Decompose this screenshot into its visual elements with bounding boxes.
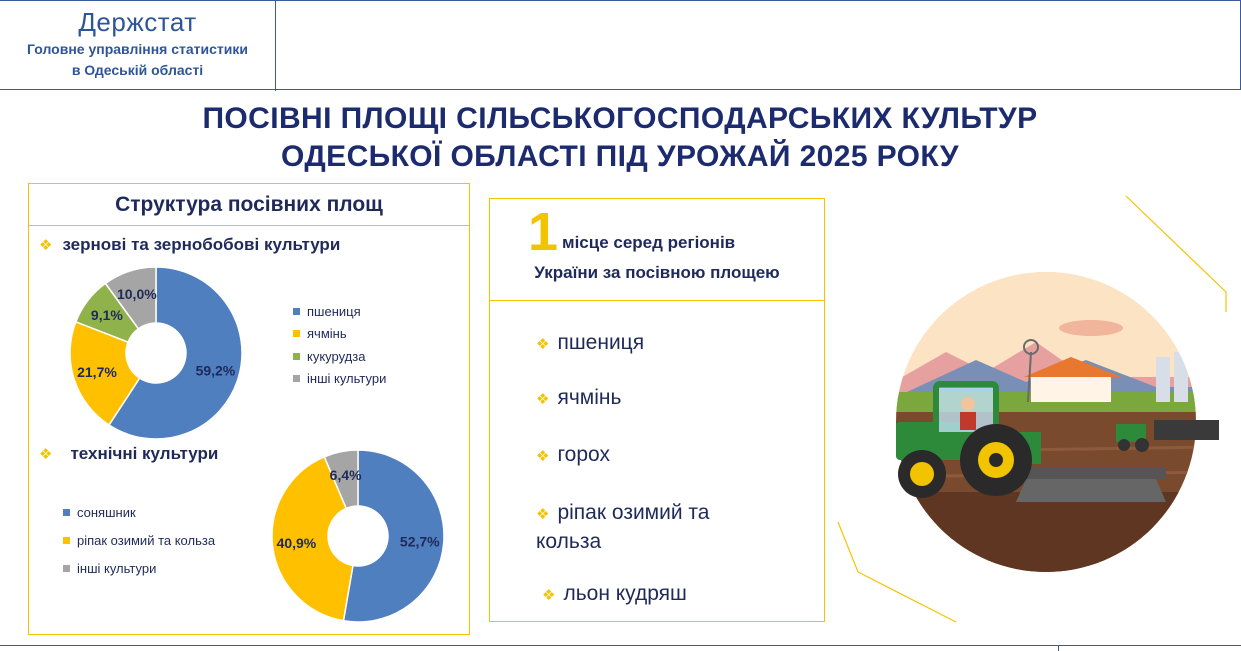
list-item [536,499,756,555]
legend-label: ячмінь [307,326,347,342]
title-line-2: ОДЕСЬКОЇ ОБЛАСТІ ПІД УРОЖАЙ 2025 РОКУ [281,140,959,173]
rank-text-line-2: України за посівною площею [534,263,780,282]
grain-donut-chart [61,258,251,448]
legend-swatch [293,375,300,382]
legend-item-0-0 [293,300,386,323]
legend-swatch [63,537,70,544]
legend-label: пшениця [307,303,361,319]
legend-label: соняшник [77,504,136,520]
legend-label: ріпак озимий та кольза [77,532,216,548]
list-item [536,329,644,358]
donut-data-label-0-0: 59,2% [195,362,236,379]
crop-label: ячмінь [557,386,622,409]
donut-data-label-1-2: 6,4% [329,467,362,484]
diamond-bullet-icon: ❖ [536,336,550,353]
legend-item-0-2 [293,345,386,368]
donut-data-label-0-1: 21,7% [77,363,117,380]
diamond-bullet-icon: ❖ [536,506,550,523]
list-item [542,580,687,609]
title-line-1: ПОСІВНІ ПЛОЩІ СІЛЬСЬКОГОСПОДАРСЬКИХ КУЛЬТУР [202,102,1038,135]
donut-data-label-0-3: 10,0% [116,286,157,303]
structure-panel [28,183,470,635]
crop-label: горох [557,443,610,466]
legend-item-0-3 [293,368,386,391]
rank-box [490,199,824,301]
legend-swatch [63,565,70,572]
subagency-line-2: в Одеській області [71,62,204,78]
legend-item-0-1 [293,323,386,346]
crop-label: льон кудряш [563,582,687,605]
diamond-bullet-icon: ❖ [39,237,53,254]
legend-swatch [293,330,300,337]
donut-data-label-1-0: 52,7% [399,533,440,550]
header-bar [0,0,1241,90]
legend-label: інші культури [307,371,387,387]
legend-swatch [63,509,70,516]
list-item [536,441,610,470]
page-title [100,100,1140,176]
crop-label: пшениця [557,331,645,354]
legend-swatch [293,308,300,315]
donut-data-label-0-2: 9,1% [90,307,123,324]
legend-item-1-0 [63,498,215,526]
agency-block [0,1,276,91]
diamond-bullet-icon: ❖ [536,391,550,408]
donut-data-label-1-1: 40,9% [276,535,317,552]
legend-item-1-1 [63,526,215,554]
rank-text-line-1: місце серед регіонів [562,233,736,252]
technical-heading-label: технічні культури [70,444,219,463]
crop-label: ріпак озимий та кольза [536,501,710,553]
structure-title: Структура посівних площ [29,184,469,226]
footer-tick [1058,645,1059,651]
diamond-bullet-icon: ❖ [536,448,550,465]
grain-heading [39,235,340,255]
footer-line [0,645,1241,646]
grain-heading-label: зернові та зернобобові культури [62,235,341,254]
diamond-bullet-icon: ❖ [542,587,556,604]
legend-swatch [293,353,300,360]
rank-panel [489,198,825,622]
legend-item-1-2 [63,554,215,582]
farm-tractor-illustration [836,192,1236,642]
diamond-bullet-icon: ❖ [39,446,53,463]
list-item [536,384,621,413]
legend-label: інші культури [77,560,157,576]
legend-label: кукурудза [307,348,366,364]
technical-heading [39,444,218,464]
grain-legend [293,300,386,390]
agency-name: Держстат [78,7,197,37]
subagency-line-1: Головне управління статистики [27,41,248,57]
technical-legend [63,498,215,582]
rank-number: 1 [528,202,559,262]
technical-donut-chart [263,441,453,631]
